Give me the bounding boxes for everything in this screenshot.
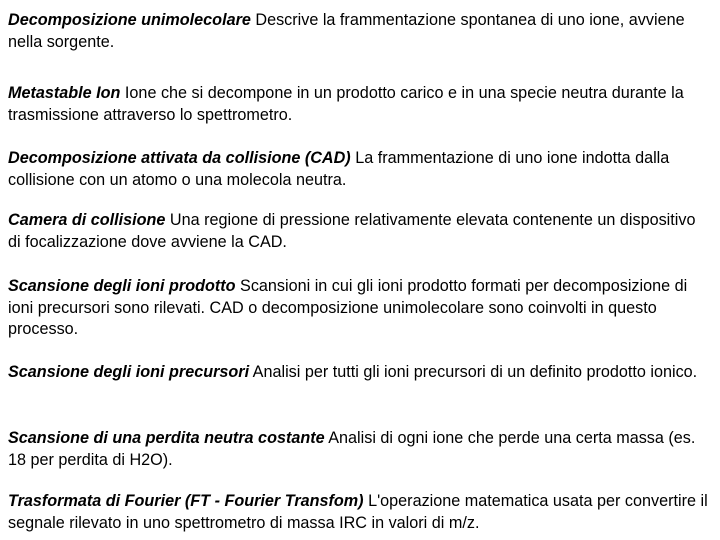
glossary-term: Scansione di una perdita neutra costante: [8, 429, 325, 447]
glossary-definition: La frammentazione di uno ione indotta dalla collisione con un atomo o una molecola neutra.: [8, 149, 670, 189]
glossary-term: Camera di collisione: [8, 211, 166, 229]
glossary-entry-unimolecular-decomposition: [8, 10, 712, 53]
glossary-definition: Scansioni in cui gli ioni prodotto formati per decomposizione di ioni precursori sono rilevati. CAD o decomposizione unimolecolare sono coinvolti in questo processo.: [8, 277, 688, 338]
glossary-definition: Descrive la frammentazione spontanea di uno ione, avviene nella sorgente.: [8, 11, 685, 51]
glossary-term: Decomposizione attivata da collisione (CAD): [8, 149, 351, 167]
glossary-term: Scansione degli ioni precursori: [8, 363, 250, 381]
glossary-definition: Analisi per tutti gli ioni precursori di un definito prodotto ionico.: [249, 363, 698, 381]
glossary-term: Trasformata di Fourier (FT - Fourier Transfom): [8, 492, 364, 510]
glossary-term: Scansione degli ioni prodotto: [8, 277, 236, 295]
glossary-term: Metastable Ion: [8, 84, 121, 102]
glossary-entry-collision-cell: [8, 210, 712, 253]
glossary-entry-fourier-transform: [8, 491, 712, 534]
glossary-definition: Una regione di pressione relativamente elevata contenente un dispositivo di focalizzazione dove avviene la CAD.: [8, 211, 696, 251]
glossary-entry-precursor-ion-scan: [8, 362, 697, 384]
glossary-entry-product-ion-scan: [8, 276, 712, 341]
glossary-definition: L'operazione matematica usata per convertire il segnale rilevato in uno spettrometro di massa IRC in valori di m/z.: [8, 492, 708, 532]
glossary-definition: Analisi di ogni ione che perde una certa massa (es. 18 per perdita di H2O).: [8, 429, 696, 469]
glossary-entry-cad: [8, 148, 712, 191]
glossary-entry-metastable-ion: [8, 83, 712, 126]
glossary-term: Decomposizione unimolecolare: [8, 11, 251, 29]
glossary-definition: Ione che si decompone in un prodotto carico e in una specie neutra durante la trasmissione attraverso lo spettrometro.: [8, 84, 684, 124]
glossary-entry-constant-neutral-loss-scan: [8, 428, 712, 471]
